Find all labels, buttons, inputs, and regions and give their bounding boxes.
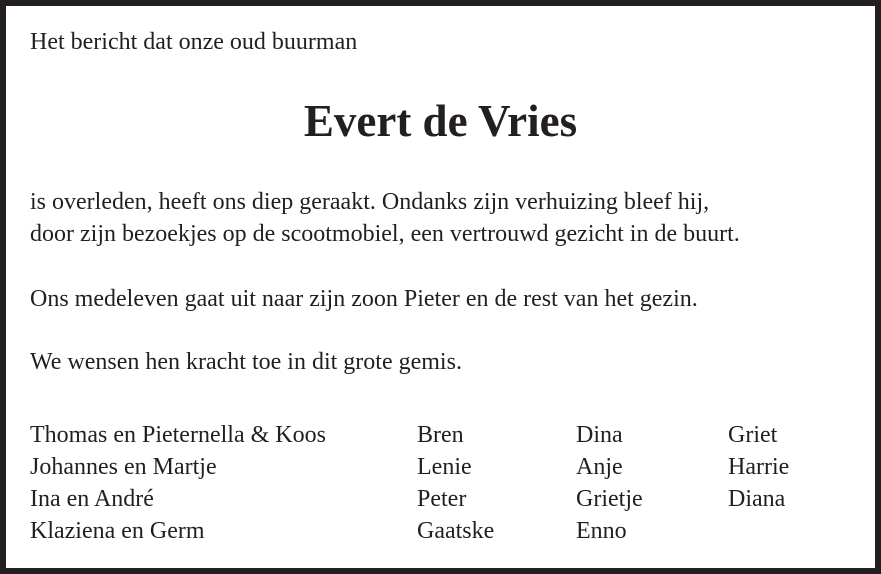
- signature-name: Diana: [728, 486, 786, 512]
- signature-name: Bren: [417, 422, 464, 448]
- signature-name: Dina: [576, 422, 623, 448]
- deceased-name: Evert de Vries: [303, 96, 578, 146]
- signature-name: Lenie: [417, 454, 472, 480]
- body-line: door zijn bezoekjes op de scootmobiel, een vertrouwd gezicht in de buurt.: [30, 221, 740, 247]
- signature-name: Griet: [728, 422, 778, 448]
- wish-text: We wensen hen kracht toe in dit grote gemis.: [30, 349, 462, 375]
- signature-name: Anje: [576, 454, 623, 480]
- signature-name: Peter: [417, 486, 467, 512]
- signature-name: Klaziena en Germ: [30, 518, 205, 544]
- signature-name: Thomas en Pieternella & Koos: [30, 422, 326, 448]
- signature-name: Enno: [576, 518, 627, 544]
- intro-text: Het bericht dat onze oud buurman: [30, 29, 358, 55]
- signature-name: Johannes en Martje: [30, 454, 217, 480]
- body-line: is overleden, heeft ons diep geraakt. Ondanks zijn verhuizing bleef hij,: [30, 189, 710, 215]
- sympathy-text: Ons medeleven gaat uit naar zijn zoon Pieter en de rest van het gezin.: [30, 286, 698, 312]
- signature-name: Grietje: [576, 486, 643, 512]
- body-paragraph: [30, 186, 740, 250]
- signature-name: Ina en André: [30, 486, 154, 512]
- signature-name: Harrie: [728, 454, 790, 480]
- signature-name: Gaatske: [417, 518, 495, 544]
